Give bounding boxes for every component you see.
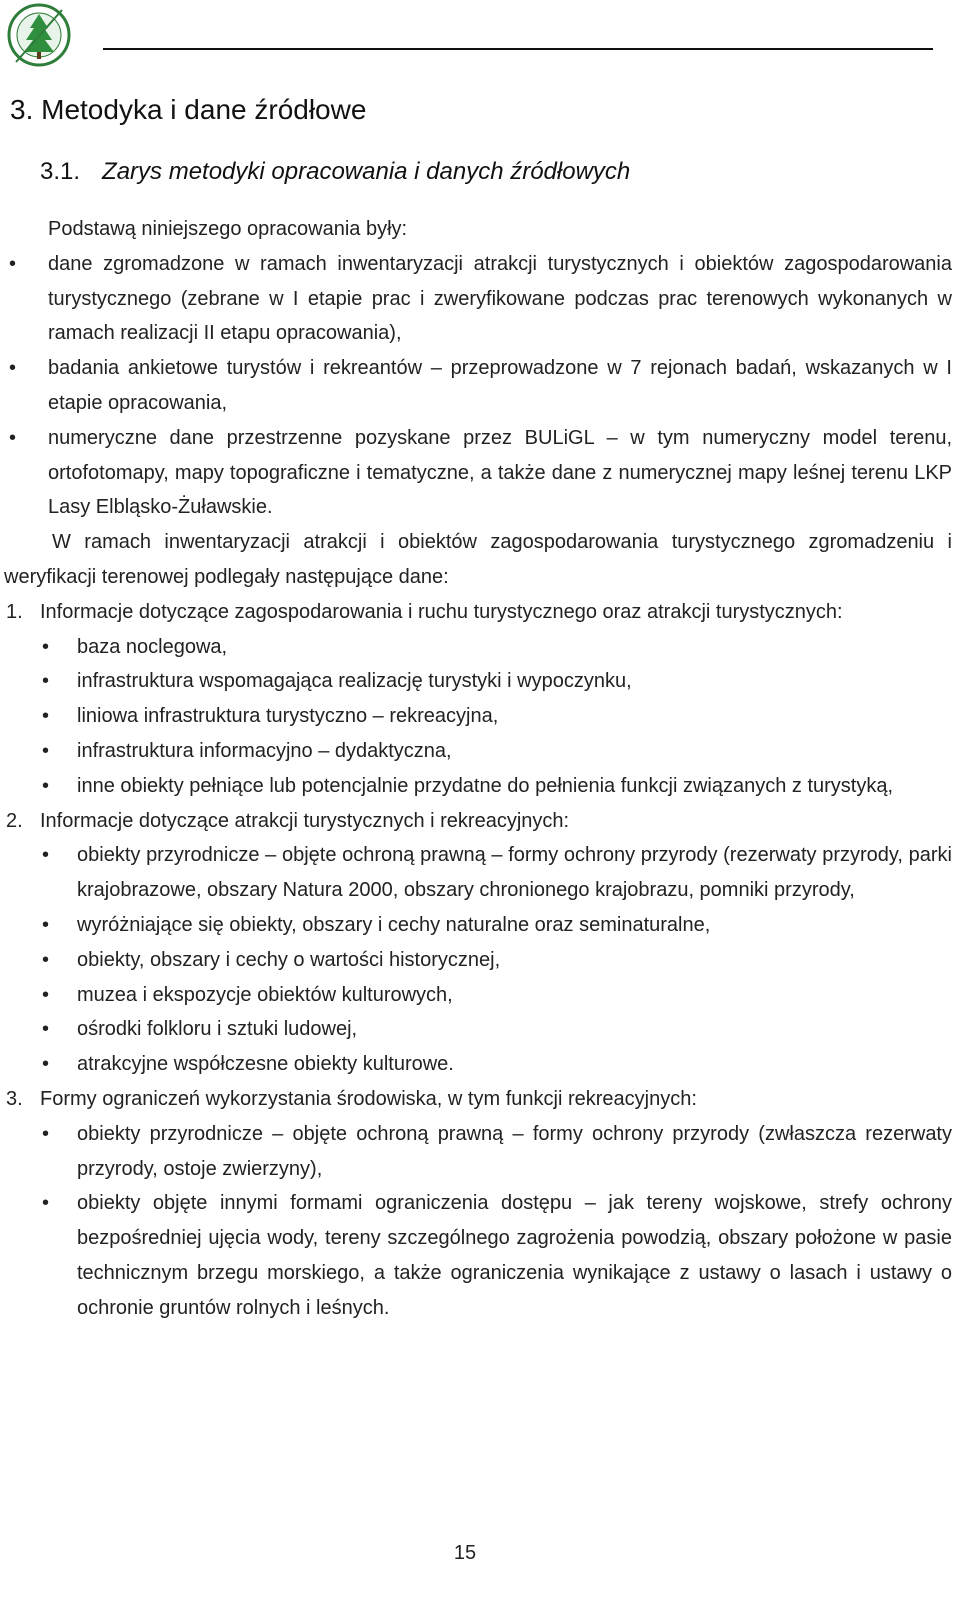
intro-text: Podstawą niniejszego opracowania były: <box>48 218 408 240</box>
list-item-text: infrastruktura informacyjno – dydaktyczna, <box>77 739 452 762</box>
list-item-text: obiekty przyrodnicze – objęte ochroną prawną – formy ochrony przyrody (zwłaszcza rezerwaty przyrody, ostoje zwierzyny), <box>77 1122 952 1180</box>
bullet-icon: • <box>42 1018 50 1041</box>
item-number: 3. <box>6 1087 23 1110</box>
bullet-icon: • <box>9 357 17 380</box>
list-item-text: obiekty przyrodnicze – objęte ochroną prawną – formy ochrony przyrody (rezerwaty przyrody, parki krajobrazowe, obszary Natura 2000, obszary chronionego krajobrazu, pomniki przyrody, <box>77 844 952 902</box>
list-item <box>0 699 952 734</box>
numbered-item <box>0 804 952 839</box>
item-number: 1. <box>6 600 23 623</box>
document-body <box>0 212 952 1326</box>
list-item-text: atrakcyjne współczesne obiekty kulturowe. <box>77 1053 454 1076</box>
numbered-item <box>0 595 952 630</box>
bullet-icon: • <box>9 252 17 275</box>
item-number: 2. <box>6 809 23 832</box>
list-item <box>0 247 952 351</box>
list-item-text: infrastruktura wspomagająca realizację turystyki i wypoczynku, <box>77 670 632 693</box>
list-item-text: numeryczne dane przestrzenne pozyskane przez BULiGL – w tym numeryczny model terenu, ortofotomapy, mapy topograficzne i tematyczne, a także dane z numerycznej mapy leśnej terenu LKP Lasy Elbląsko-Żuławskie. <box>48 426 952 519</box>
list-item-text: obiekty objęte innymi formami ograniczenia dostępu – jak tereny wojskowe, strefy ochrony bezpośredniej ujęcia wody, tereny szczególnego zagrożenia powodzią, obszary położone w pasie technicznym brzegu morskiego, a także ograniczenia wynikające z ustawy o lasach i ustawy o ochronie gruntów rolnych i leśnych. <box>77 1192 952 1319</box>
bullet-icon: • <box>42 635 50 658</box>
forest-office-logo-icon <box>4 2 74 68</box>
bullet-icon: • <box>42 670 50 693</box>
numbered-item-title: Informacje dotyczące atrakcji turystycznych i rekreacyjnych: <box>40 809 570 832</box>
list-item <box>0 1117 952 1187</box>
list-item <box>0 769 952 804</box>
bullet-icon: • <box>42 1192 50 1215</box>
list-item <box>0 1047 952 1082</box>
list-item <box>0 630 952 665</box>
numbered-item-title: Formy ograniczeń wykorzystania środowiska, w tym funkcji rekreacyjnych: <box>40 1087 697 1110</box>
bullet-icon: • <box>42 1053 50 1076</box>
list-item-text: inne obiekty pełniące lub potencjalnie przydatne do pełnienia funkcji związanych z turystyką, <box>77 774 894 797</box>
list-item <box>0 838 952 908</box>
list-item-text: liniowa infrastruktura turystyczno – rekreacyjna, <box>77 705 499 728</box>
list-item-text: obiekty, obszary i cechy o wartości historycznej, <box>77 948 501 971</box>
subsection-number: 3.1. <box>40 158 81 185</box>
list-item-text: badania ankietowe turystów i rekreantów – przeprowadzone w 7 rejonach badań, wskazanych w I etapie opracowania, <box>48 357 952 414</box>
list-item <box>0 664 952 699</box>
list-item-text: ośrodki folkloru i sztuki ludowej, <box>77 1018 358 1041</box>
bullet-icon: • <box>42 983 50 1006</box>
header-rule <box>103 48 933 50</box>
bullet-icon: • <box>42 774 50 797</box>
list-item <box>0 734 952 769</box>
subsection-title: Zarys metodyki opracowania i danych źródłowych <box>102 158 631 185</box>
list-item-text: muzea i ekspozycje obiektów kulturowych, <box>77 983 453 1006</box>
list-item <box>0 1186 952 1325</box>
list-item-text: dane zgromadzone w ramach inwentaryzacji atrakcji turystycznych i obiektów zagospodarowania turystycznego (zebrane w I etapie prac i zweryfikowane podczas prac terenowych wykonanych w ramach realizacji II etapu opracowania), <box>48 252 952 345</box>
list-item <box>0 908 952 943</box>
bullet-icon: • <box>42 739 50 762</box>
bullet-icon: • <box>42 1122 50 1145</box>
list-item-text: wyróżniające się obiekty, obszary i cechy naturalne oraz seminaturalne, <box>77 913 711 936</box>
numbered-item <box>0 1082 952 1117</box>
numbered-item-title: Informacje dotyczące zagospodarowania i ruchu turystycznego oraz atrakcji turystycznych: <box>40 600 843 623</box>
page-number: 15 <box>453 1542 477 1564</box>
list-item <box>0 978 952 1013</box>
paragraph-text: W ramach inwentaryzacji atrakcji i obiektów zagospodarowania turystycznego zgromadzeniu i weryfikacji terenowej podlegały następujące dane: <box>4 531 952 588</box>
list-item <box>0 421 952 525</box>
list-item-text: baza noclegowa, <box>77 635 228 658</box>
bullet-icon: • <box>42 948 50 971</box>
bullet-icon: • <box>9 426 17 449</box>
list-item <box>0 1012 952 1047</box>
subsection-heading <box>40 158 630 186</box>
list-item <box>0 351 952 421</box>
bullet-icon: • <box>42 913 50 936</box>
bullet-icon: • <box>42 844 50 867</box>
list-item <box>0 943 952 978</box>
section-heading: 3. Metodyka i dane źródłowe <box>10 94 367 125</box>
bullet-icon: • <box>42 705 50 728</box>
